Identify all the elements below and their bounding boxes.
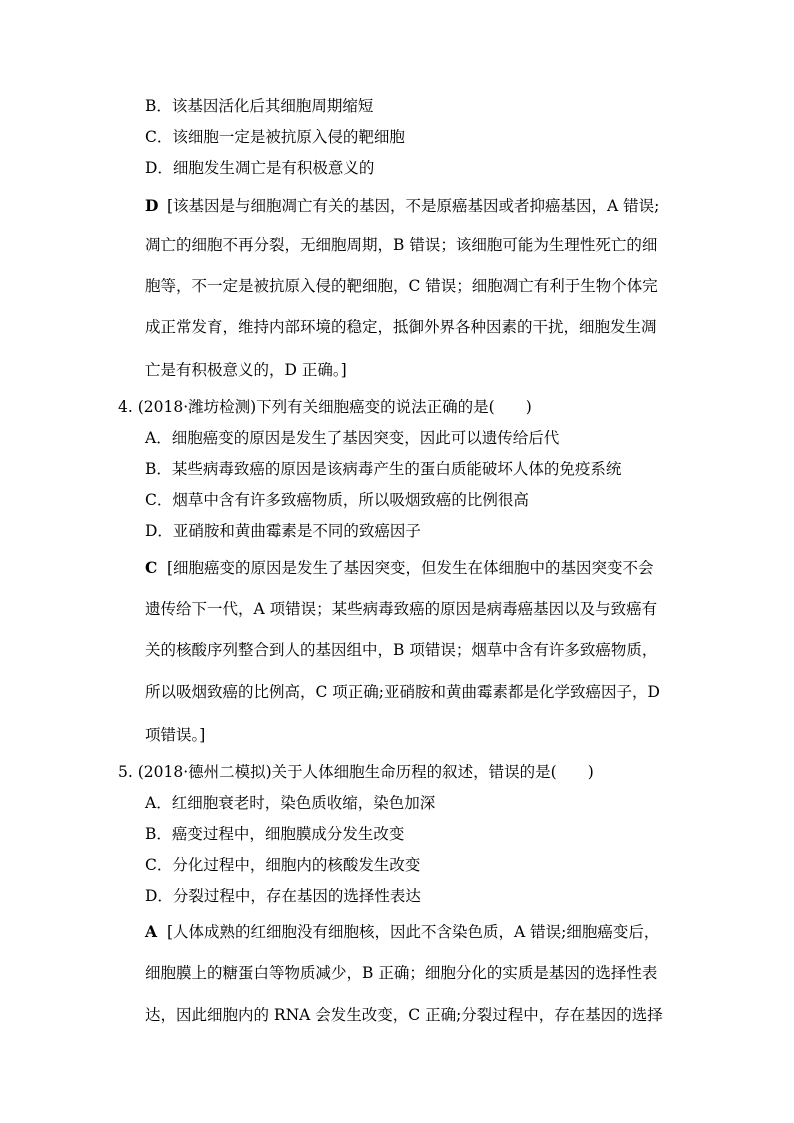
q3-explanation-4: 成正常发育，维持内部环境的稳定，抵御外界各种因素的干扰，细胞发生凋 — [145, 318, 657, 336]
q5-answer-letter: A — [145, 922, 158, 941]
q4-explanation-4: 所以吸烟致癌的比例高，C 项正确;亚硝胺和黄曲霉素都是化学致癌因子，D — [145, 683, 660, 701]
q5-option-a: A．红细胞衰老时，染色质收缩，染色加深 — [145, 794, 436, 812]
q4-explanation-5: 项错误。] — [145, 726, 206, 744]
q5-explanation-1: [人体成熟的红细胞没有细胞核，因此不含染色质，A 错误;细胞癌变后， — [167, 923, 660, 941]
q4-stem: 4. (2018·潍坊检测)下列有关细胞癌变的说法正确的是( ) — [118, 398, 532, 416]
q3-option-c: C．该细胞一定是被抗原入侵的靶细胞 — [145, 128, 405, 146]
q5-option-d: D．分裂过程中，存在基因的选择性表达 — [145, 887, 421, 905]
q3-explanation-5: 亡是有积极意义的，D 正确。] — [145, 361, 347, 379]
q4-option-a: A．细胞癌变的原因是发生了基因突变，因此可以遗传给后代 — [145, 429, 560, 447]
q4-explanation-1: [细胞癌变的原因是发生了基因突变，但发生在体细胞中的基因突变不会 — [167, 559, 654, 577]
q5-option-c: C．分化过程中，细胞内的核酸发生改变 — [145, 856, 421, 874]
q5-explanation-3: 达，因此细胞内的 RNA 会发生改变，C 正确;分裂过程中，存在基因的选择 — [145, 1006, 663, 1024]
q4-answer-letter: C — [145, 558, 158, 577]
q3-explanation-2: 凋亡的细胞不再分裂，无细胞周期，B 错误；该细胞可能为生理性死亡的细 — [145, 236, 658, 254]
q3-explanation-1: [该基因是与细胞凋亡有关的基因，不是原癌基因或者抑癌基因，A 错误; — [167, 197, 660, 215]
q4-answer-line-1 — [145, 558, 654, 578]
q4-explanation-3: 关的核酸序列整合到人的基因组中，B 项错误；烟草中含有许多致癌物质， — [145, 641, 658, 659]
q4-option-c: C．烟草中含有许多致癌物质，所以吸烟致癌的比例很高 — [145, 491, 529, 509]
q3-explanation-3: 胞等，不一定是被抗原入侵的靶细胞，C 错误；细胞凋亡有利于生物个体完 — [145, 277, 658, 295]
q3-answer-letter: D — [145, 196, 159, 215]
q5-explanation-2: 细胞膜上的糖蛋白等物质减少，B 正确；细胞分化的实质是基因的选择性表 — [145, 964, 658, 982]
q3-option-d: D．细胞发生凋亡是有积极意义的 — [145, 159, 375, 177]
q3-option-b: B．该基因活化后其细胞周期缩短 — [145, 97, 374, 115]
q4-explanation-2: 遗传给下一代，A 项错误；某些病毒致癌的原因是病毒癌基因以及与致癌有 — [145, 600, 658, 618]
q5-stem: 5. (2018·德州二模拟)关于人体细胞生命历程的叙述，错误的是( ) — [118, 763, 594, 781]
q3-answer-line-1 — [145, 196, 659, 216]
q4-option-b: B．某些病毒致癌的原因是该病毒产生的蛋白质能破坏人体的免疫系统 — [145, 460, 622, 478]
q5-option-b: B．癌变过程中，细胞膜成分发生改变 — [145, 825, 405, 843]
q5-answer-line-1 — [145, 922, 659, 942]
q4-option-d: D．亚硝胺和黄曲霉素是不同的致癌因子 — [145, 522, 421, 540]
